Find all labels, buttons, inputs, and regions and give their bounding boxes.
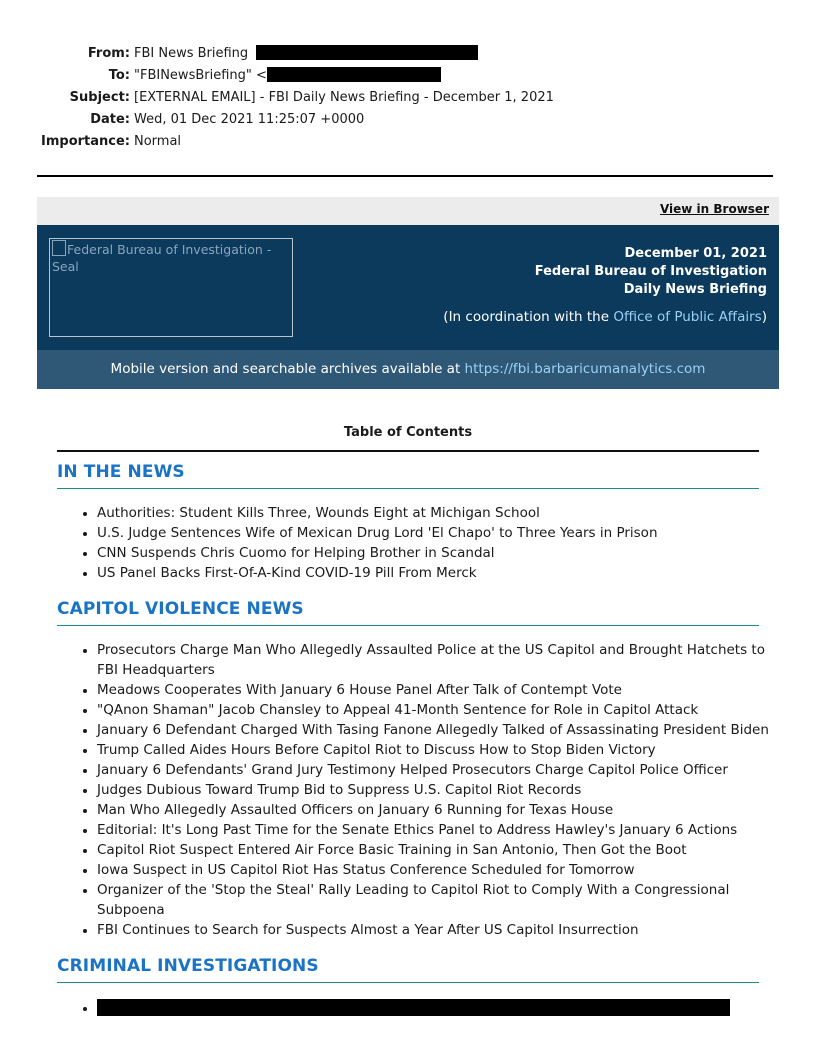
to-label: To: — [108, 68, 130, 83]
section-divider — [57, 625, 759, 626]
header-divider — [37, 175, 773, 177]
view-in-browser-link[interactable]: View in Browser — [659, 202, 769, 216]
mobile-archive-bar — [37, 350, 779, 389]
date-value: Wed, 01 Dec 2021 11:25:07 +0000 — [134, 112, 365, 127]
subject-row — [0, 88, 816, 110]
from-row — [0, 44, 816, 66]
importance-row — [0, 132, 816, 154]
to-row — [0, 66, 816, 88]
news-link[interactable]: • Meadows Cooperates With January 6 House Panel After Talk of Contempt Vote — [97, 680, 787, 700]
in-the-news-list — [57, 503, 787, 583]
news-link[interactable]: • Judges Dubious Toward Trump Bid to Suppress U.S. Capitol Riot Records — [97, 780, 787, 800]
capitol-violence-list — [57, 640, 787, 940]
news-link[interactable]: • Authorities: Student Kills Three, Wounds Eight at Michigan School — [97, 503, 787, 523]
from-value: FBI News Briefing — [134, 46, 249, 61]
section-divider — [57, 982, 759, 983]
news-link[interactable]: • CNN Suspends Chris Cuomo for Helping Brother in Scandal — [97, 543, 787, 563]
list-item — [97, 998, 787, 1018]
news-link[interactable]: • "QAnon Shaman" Jacob Chansley to Appeal 41-Month Sentence for Role in Capitol Attack — [97, 700, 787, 720]
importance-value: Normal — [134, 134, 182, 149]
toc-title: Table of Contents — [343, 425, 473, 440]
banner-heading — [443, 245, 767, 325]
briefing-banner — [37, 225, 779, 350]
email-header — [0, 44, 816, 154]
browser-bar — [37, 197, 779, 225]
news-link[interactable]: • January 6 Defendant Charged With Tasing Fanone Allegedly Talked of Assassinating President Biden — [97, 720, 787, 740]
coordination-note: (In coordination with the Office of Public Affairs) — [443, 309, 767, 325]
news-link[interactable]: • FBI Continues to Search for Suspects Almost a Year After US Capitol Insurrection — [97, 920, 787, 940]
section-title-criminal-investigations: CRIMINAL INVESTIGATIONS — [57, 956, 319, 976]
date-row — [0, 110, 816, 132]
news-link[interactable]: • Capitol Riot Suspect Entered Air Force Basic Training in San Antonio, Then Got the Boot — [97, 840, 787, 860]
news-link[interactable]: • January 6 Defendants' Grand Jury Testimony Helped Prosecutors Charge Capitol Police Officer — [97, 760, 787, 780]
news-link[interactable]: • Trump Called Aides Hours Before Capitol Riot to Discuss How to Stop Biden Victory — [97, 740, 787, 760]
news-link[interactable]: • US Panel Backs First-Of-A-Kind COVID-19 Pill From Merck — [97, 563, 787, 583]
toc-divider — [57, 450, 759, 452]
broken-image-icon — [52, 240, 66, 256]
section-title-in-the-news: IN THE NEWS — [57, 462, 185, 482]
office-of-public-affairs-link[interactable]: Office of Public Affairs — [613, 309, 762, 325]
news-link[interactable]: • Man Who Allegedly Assaulted Officers on January 6 Running for Texas House — [97, 800, 787, 820]
from-label: From: — [87, 46, 130, 61]
news-link[interactable]: • Iowa Suspect in US Capitol Riot Has Status Conference Scheduled for Tomorrow — [97, 860, 787, 880]
news-link[interactable]: • Editorial: It's Long Past Time for the Senate Ethics Panel to Address Hawley's January 6 Actions — [97, 820, 787, 840]
news-link[interactable]: • Organizer of the 'Stop the Steal' Rally Leading to Capitol Riot to Comply With a Congressional Subpoena — [97, 880, 787, 920]
fbi-seal-image — [49, 238, 293, 337]
news-link[interactable]: • Prosecutors Charge Man Who Allegedly Assaulted Police at the US Capitol and Brought Hatchets to FBI Headquarters — [97, 640, 787, 680]
to-value: "FBINewsBriefing" < — [134, 68, 267, 83]
seal-alt-text: Federal Bureau of Investigation - Seal — [52, 242, 272, 274]
section-title-capitol-violence: CAPITOL VIOLENCE NEWS — [57, 599, 304, 619]
redaction-block — [256, 45, 478, 60]
criminal-investigations-list — [57, 998, 787, 1018]
subject-value: [EXTERNAL EMAIL] - FBI Daily News Briefing - December 1, 2021 — [134, 90, 554, 105]
news-link[interactable]: • U.S. Judge Sentences Wife of Mexican Drug Lord 'El Chapo' to Three Years in Prison — [97, 523, 787, 543]
archive-link[interactable]: https://fbi.barbaricumanalytics.com — [464, 361, 706, 377]
briefing-org: Federal Bureau of Investigation — [534, 264, 767, 279]
mobile-archive-text: Mobile version and searchable archives available at — [110, 361, 465, 377]
briefing-name: Daily News Briefing — [623, 282, 767, 297]
redaction-block — [267, 67, 441, 82]
subject-label: Subject: — [69, 90, 130, 105]
importance-label: Importance: — [41, 134, 130, 149]
section-divider — [57, 488, 759, 489]
briefing-date: December 01, 2021 — [624, 246, 767, 261]
redaction-block — [97, 999, 730, 1016]
date-label: Date: — [90, 112, 130, 127]
